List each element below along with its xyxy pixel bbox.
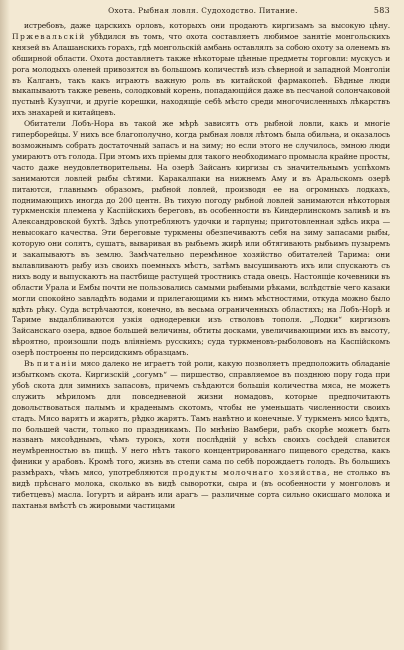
text-run: Въ	[24, 359, 37, 369]
page-number: 583	[373, 6, 390, 15]
spaced-emphasis: Пржевальскій	[12, 31, 86, 41]
paragraph	[12, 21, 390, 119]
text-run: мясо далеко не играетъ той роли, какую позволяетъ предположить обладаніе избыткомъ скота. Киргизскій „согумъ“ — пиршество, справляемое въ позднюю пору года при убоѣ скота для зимнихъ запасовъ, причемъ съѣдаются большія количества мяса, не можетъ служить мѣриломъ для повседневной жизни номадовъ, которые предпочитаютъ довольствоваться палымъ и краденымъ скотомъ, чтобы не уменьшать численности своихъ стадъ. Мясо варятъ и жарятъ, рѣдко жарятъ. Тамъ навѣтно и конечные. У туркменъ мясо ѣдятъ, по большей части, только по праздникамъ. По мнѣнію Вамбери, рабъ скорѣе можетъ быть названъ мясоѣднымъ, чѣмъ турокъ, хотя послѣдній у всѣхъ своихъ сосѣдей славится неумѣренностью въ пищѣ. У него нѣтъ такого концентрированнаго пищевого средства, какъ финики у арабовъ. Кромѣ того, жизнь въ степи сама по себѣ порождаетъ голодъ. Въ большихъ размѣрахъ, чѣмъ мясо, употребляются	[12, 359, 390, 478]
binding-shadow	[0, 0, 10, 650]
text-run: убѣдился въ томъ, что охота составляетъ любимое занятіе монгольскихъ князей въ Алашанскихъ горахъ, гдѣ монгольскій амбань оставлялъ за собою охоту за оленемъ въ обширной области. Охота доставляетъ также нѣкоторые цѣнные предметы торговли: мускусъ и рога молодыхъ оленей привозятся въ большомъ количествѣ изъ сѣверной и западной Монголіи въ Калганъ, такъ какъ играютъ важную роль въ китайской фармакопеѣ. Бѣдные люди выкапываютъ также ревень, солодковый корень, попадающійся даже въ песчаной солончаковой пустынѣ Кузупчи, и другіе корешки, находящіе себѣ мѣсто среди многочисленныхъ лѣкарствъ ихъ знахарей и китайцевъ.	[12, 31, 390, 118]
text-run: истребовъ, даже царскихъ орловъ, которыхъ они продаютъ киргизамъ за высокую цѣну.	[24, 21, 390, 30]
text-run: , не столько въ видѣ прѣснаго молока, сколько въ видѣ сыворотки, сыра и (въ особенности у монголовъ и тибетцевъ) масла. Іогуртъ и айранъ или арагъ — различные сорта сильно окисшаго молока и пахтанья вмѣстѣ съ жировыми частицами	[12, 468, 390, 510]
body-text	[12, 21, 390, 512]
running-title: Охота. Рыбная ловля. Судоходство. Питание.	[108, 6, 298, 15]
running-header	[12, 4, 390, 17]
text-run: Обитатели Лобъ-Нора въ такой же мѣрѣ зависятъ отъ рыбной ловли, какъ и многіе гиперборейцы. У нихъ все благополучно, когда рыбная ловля лѣтомъ была обильна, и оказалось возможнымъ собрать достаточный запасъ и на зиму; но если этого не случилось, эмною люди умираютъ отъ голода. При этомъ ихъ пріемы для такого необходимаго промысла крайне просты, часто даже неудовлетворительны. На озерѣ Зайсанъ киргизы съ значительнымъ успѣхомъ занимаются ловлей рыбы сѣтями. Каракалпаки на нижнемъ Аму и въ Аральскомъ озерѣ питаются, главнымъ образомъ, рыбной ловлей, производя ее на огромныхъ лодкахъ, поднимающихъ иногда до 200 центн. Въ тихую погоду рыбной ловлей занимаются нѣкоторыя туркменскія племена у Каспійскихъ береговъ, въ особенности въ Киндерлинскомъ заливѣ и въ Александровской бухтѣ. Здѣсь употребляютъ удочки и гарпуны; приготовленная здѣсь икра — невысокаго качества. Эти береговые туркмены обезпечиваютъ себя на зиму запасами рыбы, которую они солятъ, сушатъ, вываривая въ рыбьемъ жирѣ или обтягивають рыбьимъ пузыремъ и закапываютъ въ землю. Замѣчательно перемѣнное хозяйство обитателей Тарима: они вылавливаютъ рыбу изъ своихъ поемныхъ мѣстъ, затѣмъ высушиваютъ ихъ или спускаютъ съ нихъ воду и выпускаютъ на пастбище растущей тростникъ стада овецъ. Настоящіе кочевники въ области Урала и Ембы почти не пользовались самыми рыбными рѣками, вслѣдствіе чего казаки могли спокойно завладѣть водами и прилегающими къ нимъ мѣстностями, откуда можно было вдѣть рѣку. Суда встрѣчаются, конечно, въ весьма ограниченныхъ областяхъ; на Лобъ-Норѣ и Тариме выдалбливаются узкія однодеревки изъ стволовъ тополя. „Лодки“ киргизовъ Зайсанскаго озера, вдвое большей величины, обтиты досками, увеличивающими ихъ въ высоту, вѣроятно, произошли подъ вліяніемъ русскихъ; суда туркменовъ-рыболововъ на Каспійскомъ озерѣ построены по персидскимъ образцамъ.	[12, 119, 390, 358]
paragraph	[12, 359, 390, 512]
spaced-emphasis: продукты молочнаго хозяйства	[172, 468, 328, 478]
paragraph	[12, 119, 390, 359]
spaced-emphasis: питаніи	[36, 359, 78, 369]
